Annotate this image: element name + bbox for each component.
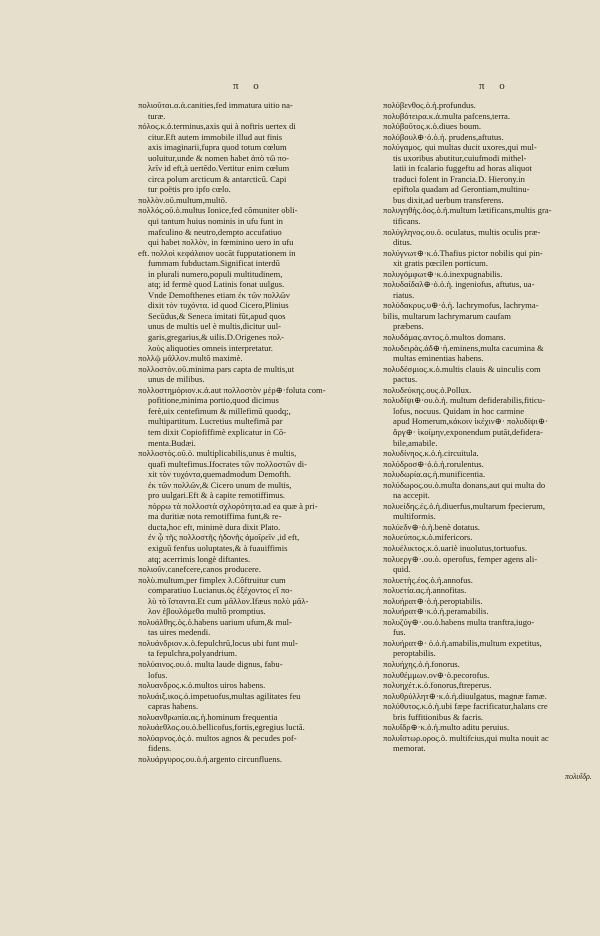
text-line: πολυδέσμιος.κ.ὁ.multis clauis & uinculis com — [383, 363, 541, 374]
text-line: πολιοῦται.α.ἀ.canities,fed immatura uitio na- — [138, 100, 293, 110]
text-line: ferè,uix centefimum & millefimū quodq;, — [148, 405, 291, 416]
text-line: bile,amabile. — [393, 437, 438, 448]
text-line: ✱ πολλῷ μᾶλλον.multō maximè. — [138, 353, 338, 364]
right-column — [383, 100, 583, 754]
text-line: ✱ πολύγαμος. qui multas ducit uxores,qui mul- — [383, 142, 583, 153]
running-header-left: π ο — [233, 80, 265, 92]
text-line: citur.Eft autem immobile illud aut finis — [148, 131, 283, 142]
text-line: atq; id fermè quod Latinis fonat uulgus. — [148, 279, 285, 290]
text-line: λον ἐβουλόμεθα multō promptius. — [148, 606, 266, 617]
left-column — [138, 100, 338, 764]
text-line: πολυέλικτος.κ.ὁ.uariè inuolutus,tortuofus. — [383, 542, 528, 553]
text-line: atq; acerrimis longè diftantes. — [148, 553, 251, 564]
text-line: tis uxoribus abutitur,cuiufmodi mithel- — [393, 152, 527, 163]
text-line: πολύθυτος.κ.ὁ.ἡ.ubi fæpe facrificatur,halans cre — [383, 701, 548, 712]
text-line: menta.Budæi. — [148, 437, 196, 448]
text-line: garis,gregarius,& uilis.D.Origenes πολ- — [148, 332, 284, 343]
text-line: lofus. — [148, 669, 168, 680]
text-line: Secūdus,& Seneca imitati fūt,apud quos — [148, 310, 286, 321]
text-line: dixit τὸν τυχόντα. id quod Cicero,Plinius — [148, 300, 289, 311]
text-line: turæ. — [148, 110, 166, 121]
text-line: πολυβότειρα.κ.ἀ.multa pafcens,terra. — [383, 110, 511, 121]
text-line: memorat. — [393, 743, 426, 754]
text-line: πολυετὴς.έος.ὁ.ἡ.annofus. — [383, 574, 473, 585]
text-line: pofitione,minima portio,quod dicimus — [148, 395, 279, 406]
text-line: capras habens. — [148, 701, 199, 712]
text-line: xit gratis pœcilen porticum. — [393, 258, 488, 269]
text-line: ἄργ⊕· ἱκοίμην,exponendum putāt,defidera- — [393, 426, 543, 437]
text-line: πολυάργυρος.ου.ὁ.ἡ.argento circunfluens. — [138, 753, 283, 764]
text-line: bris fuffitionibus & facris. — [393, 711, 484, 722]
text-line: circa polum arcticum & antarcticū. Capi — [148, 173, 287, 184]
text-line: πολυανδρος.κ.ὁ.multos uiros habens. — [138, 680, 266, 691]
text-line: πολυάιξ.ικος.ὁ.impetuofus,multas agilitates feu — [138, 690, 301, 701]
text-line: πολυδίνηος.κ.ὁ.ἡ.circuitula. — [383, 448, 479, 459]
text-line: πολυάεθλος.ου.ὁ.bellicofus,fortis,egregius luctā. — [138, 722, 305, 733]
text-line: πολυδίψι⊕·ου.ὁ.ἡ. multum defiderabilis,fiticu- — [383, 395, 545, 406]
text-line: πολλοστὸν.οῦ.minima pars capta de multis,ut — [138, 363, 295, 374]
text-line: λοὺς aliquoties omneis interpretatur. — [148, 342, 273, 353]
text-line: bus dixit,ad uerbum transferens. — [393, 194, 504, 205]
text-line: πολυήρατ⊕·κ.ὁ.ἡ.peramabilis. — [383, 606, 489, 617]
text-line: πολυδειρὰς.άδ⊕·ἡ.eminens,multa cacumina & — [383, 342, 544, 353]
text-line: πολυήχης.ὁ.ἡ.fonorus. — [383, 658, 460, 669]
text-line: ✱ eft. πολλοὶ κεφάλαιον uocāt fupputationem in — [138, 248, 338, 259]
text-line: πολυήρατ⊕·ὁ.ἡ.peroptabilis. — [383, 595, 483, 606]
text-line: πολυδεύκης.ους.ὁ.Pollux. — [383, 384, 472, 395]
text-line: πολυετία.ας.ἡ.annofitas. — [383, 585, 467, 596]
text-line: πολύβουλ⊕·ὁ.ὁ.ἡ. prudens,aftutus. — [383, 131, 504, 142]
text-line: unus de multis uel è multis,dicitur uul- — [148, 321, 281, 332]
text-line: quid. — [393, 564, 411, 575]
text-line: ✱ bilis, multarum lachrymarum caufam — [383, 311, 583, 322]
text-line: na accepit. — [393, 490, 430, 501]
text-line: apud Homerum,κάκοιν ἰκέχιν⊕· πολυδίψι⊕· — [393, 416, 548, 427]
text-line: ✱ πολλοστὸς.οῦ.ὁ. multiplicabilis,unus è multis, — [138, 448, 338, 459]
text-line: ✱ πολυθρύλλητ⊕·κ.ὁ.ἡ.diuulgatus, magnæ famæ. — [383, 691, 583, 702]
text-line: πολυδωρία.ας.ἡ.munificentia. — [383, 469, 486, 480]
text-line: ma duritiæ nota remotiffima funt,& re- — [148, 511, 282, 522]
text-line: λεῖν id eft,à uertēdo.Vertitur enim cœlum — [148, 163, 290, 174]
text-line: πολυδαίδαλ⊕·ὁ.ὁ.ἡ. ingeniofus, aftutus, ua- — [383, 279, 535, 290]
text-line: tur poëtis pro ipfo cœlo. — [148, 184, 231, 195]
text-line: πολυήρατ⊕· ὁ.ὁ.ἡ.amabilis,multum expetitus, — [383, 637, 542, 648]
text-line: πολύδροσ⊕·ὁ.ὁ.ἡ.rorulentus. — [383, 458, 484, 469]
text-line: fidens. — [148, 743, 172, 754]
text-line: traduci folent in Francia.D. Hierony.in — [393, 173, 525, 184]
text-line: ducta,hoc eft, minimè dura dixit Plato. — [148, 521, 281, 532]
text-line: πολυΐδρ⊕·κ.ὁ.ἡ.multo aditu peruius. — [383, 722, 510, 733]
text-line: ✱ πολύγνωτ⊕·κ.ὁ.Thafius pictor nobilis qui pin- — [383, 248, 583, 259]
text-line: mafculino & neutro,dempto accufatiuo — [148, 226, 282, 237]
text-line: pro uulgari.Eft & à capite remotiffimus. — [148, 490, 286, 501]
text-line: ἐκ τῶν πολλῶν,& Cicero unum de multis, — [148, 479, 292, 490]
text-line: πολυθέμμων.ον⊕·ὁ.pecorofus. — [383, 669, 490, 680]
text-line: πολλός.οῦ.ὁ.multus Ionice,fed cõmuniter obli- — [138, 205, 298, 216]
text-line: quafi multefimus.Ifocrates τῶν πολλοστῶν di- — [148, 458, 308, 469]
text-line: unus de milibus. — [148, 374, 205, 385]
text-line: πολυάλθης.ὁς.ὁ.habens uarium ufum,& mul- — [138, 616, 292, 627]
text-line: fus. — [393, 627, 406, 638]
text-line: πολυγηθὴς.ὁος.ὁ.ἡ.multum lætificans,multis gra- — [383, 205, 552, 216]
text-line: xit τὸν τυχόντα,quemadmodum Demofth. — [148, 469, 291, 480]
text-line: λὺ τὸ ἴσταντα.Et cum μᾶλλον.Ifæus πολὺ μᾶλ- — [148, 595, 309, 606]
text-line: πολυεύπος.κ.ὁ.mifericors. — [383, 532, 473, 543]
text-line: ✱ πολυΐστωρ.ορος.ὁ. multifcius,qui multa nouit ac — [383, 733, 583, 744]
text-line: exiguū fenfus uoluptates,& à fuauiffimis — [148, 542, 288, 553]
text-line: πολύδακρυς.υ⊕·ὁ.ἡ. lachrymofus, lachryma- — [383, 300, 539, 311]
text-line: πολύδωρος.ου.ὁ.multa donans,aut qui multa do — [383, 479, 546, 490]
catchword: πολυΐδρ. — [565, 772, 592, 781]
text-line: ✱ πόλος.κ.ὁ.terminus,axis qui à noftris uertex di — [138, 121, 338, 132]
text-line: ✱ πολλοστημόριον.κ.ἀ.aut πολλοστὸν μέρ⊕·foluta com- — [138, 385, 338, 396]
text-line: peroptabilis. — [393, 648, 436, 659]
text-line: πολυδάμας.αντος.ὁ.multos domans. — [383, 332, 506, 343]
text-line: in plurali numero,populi multitudinem, — [148, 268, 283, 279]
text-line: fummam fubductam.Significat interdū — [148, 258, 280, 269]
text-line: multiformis. — [393, 511, 436, 522]
text-line: ✱ πολὺ.multum,per fimplex λ.Cõftruitur cum — [138, 575, 338, 586]
text-line: qui tantum huius nominis in ufu funt in — [148, 216, 283, 227]
text-line: ἐν ᾧ τῆς πολλοστῆς ἡδονῆς ἀμοῖρεῖν ,id eft, — [148, 532, 300, 543]
text-line: πολυηχέτ.κ.ὁ.fonorus,ftreperus. — [383, 680, 492, 691]
text-line: πολυανθρωπία.ας.ἡ.hominum frequentia — [138, 711, 278, 722]
text-line: latii in fcalario fuggeftu ad horas aliquot — [393, 163, 532, 174]
text-line: πολυγόμφωτ⊕·κ.ὁ.inexpugnabilis. — [383, 268, 503, 279]
text-line: πολυείδης.ές.ὁ.ἡ.diuerfus,multarum fpecierum, — [383, 500, 546, 511]
text-line: ditus. — [393, 237, 412, 248]
text-line: uoluitur,unde & nomen habet ἀπὸ τῶ πο- — [148, 152, 290, 163]
text-line: πόρρω τὰ πολλοστὰ σχλορότητα.ad ea quæ à pri- — [148, 500, 318, 511]
text-line: πολύαρνος.ὁς.ὁ. multos agnos & pecudes pof- — [138, 732, 297, 743]
running-header-right: π ο — [479, 80, 511, 92]
text-line: πολύαινος.ου.ὁ. multa laude dignus, fabu- — [138, 658, 283, 669]
text-line: πολύεδν⊕·ὁ.ἡ.benè dotatus. — [383, 521, 480, 532]
text-line: epiftola quadam ad Gerontiam,multinu- — [393, 184, 530, 195]
text-line: comparatiuo Lucianus.ὁς ἐξέχοντος εἴ πο- — [148, 585, 293, 596]
text-line: tem dixit Copiofiffimè explicatur in Cō- — [148, 426, 287, 437]
text-line: πολυάνδριον.κ.ὁ.fepulchrū,locus ubi funt mul- — [138, 637, 298, 648]
text-line: pactus. — [393, 374, 418, 385]
text-line: lofus, nocuus. Quidam in hoc carmine — [393, 405, 525, 416]
text-line: axis imaginarii,fupra quod totum cœlum — [148, 142, 287, 153]
text-line: πολύγληνος.ου.ὁ. oculatus, multis oculis præ- — [383, 226, 541, 237]
text-line: πολυζύγ⊕·.ου.ὁ.habens multa tranftra,iugo- — [383, 616, 535, 627]
text-line: tas uires medendi. — [148, 627, 211, 638]
text-line: πολύβοῦτος.κ.ὁ.diues boum. — [383, 121, 482, 132]
text-line: tificans. — [393, 216, 421, 227]
text-line: qui habet πολλὸν, in fœminino uero in ufu — [148, 237, 294, 248]
text-line: πολύβενθος.ὁ.ἡ.profundus. — [383, 100, 476, 110]
text-line: multas eminentias habens. — [393, 353, 484, 364]
text-line: ta fepulchra,polyandrium. — [148, 648, 238, 659]
text-line: Vnde Demofthenes etiam ἐκ τῶν πολλῶν — [148, 289, 290, 300]
text-line: πολλὸν.οῦ.multum,multō. — [138, 194, 228, 205]
text-line: riatus. — [393, 289, 415, 300]
text-line: πολυεργ⊕·.ου.ὁ. operofus, femper agens ali- — [383, 553, 538, 564]
text-line: ✱ πολιοῦν.canefcere,canos producere. — [138, 564, 338, 575]
text-line: multipartitum. Lucretius multefimā par — [148, 416, 283, 427]
text-line: præbens. — [393, 321, 424, 332]
